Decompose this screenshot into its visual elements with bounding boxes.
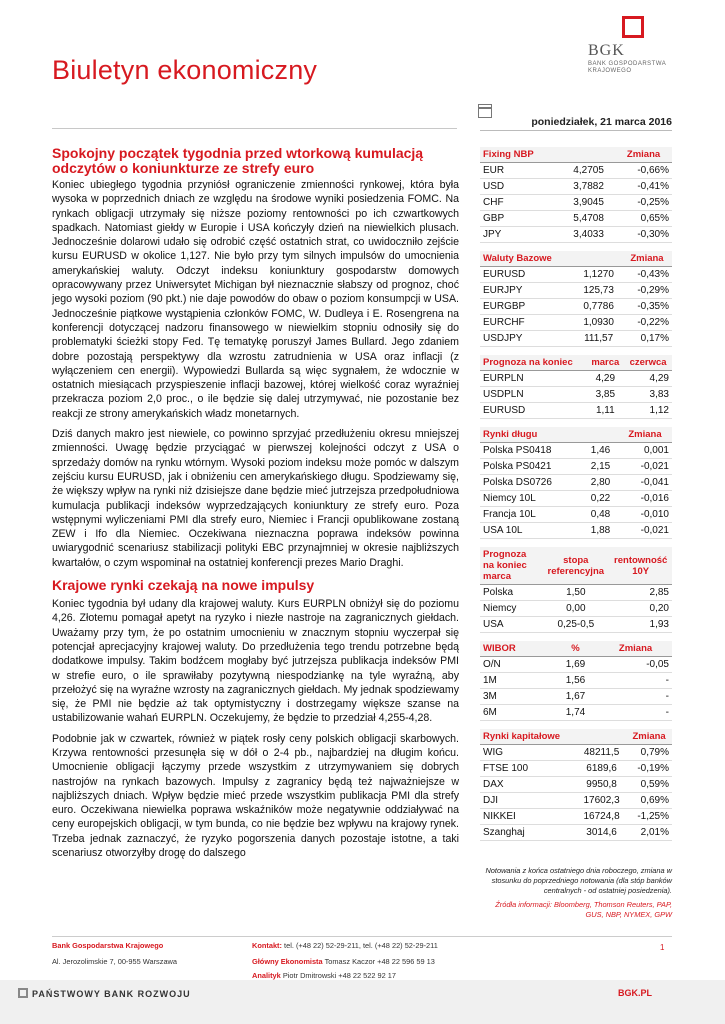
table-cell: 0,69% (626, 793, 672, 809)
table-cell: USA 10L (480, 523, 583, 539)
table-row (480, 267, 672, 283)
table-cell: Francja 10L (480, 507, 583, 523)
pbr-text: PAŃSTWOWY BANK ROZWOJU (32, 989, 191, 999)
table-header-cell: Fixing NBP (480, 147, 562, 163)
table-cell: EURUSD (480, 267, 575, 283)
table-cell: EURPLN (480, 371, 586, 387)
contact-value[interactable]: tel. (+48 22) 52-29-211, tel. (+48 22) 52-29-211 (284, 941, 438, 950)
table-cell: - (599, 673, 672, 689)
table-header-cell: Zmiana (599, 641, 672, 657)
table-row (480, 491, 672, 507)
table-cell: EUR (480, 163, 562, 179)
table-row (480, 299, 672, 315)
bottom-bar (0, 980, 725, 1024)
table-cell: 3,83 (624, 387, 672, 403)
footer-bank-name: Bank Gospodarstwa Krajowego (52, 941, 164, 950)
table-cell: 2,15 (583, 459, 618, 475)
table-cell: -0,29% (622, 283, 672, 299)
table-cell: Polska (480, 585, 542, 601)
table-cell: 0,65% (615, 211, 672, 227)
table-cell: GBP (480, 211, 562, 227)
chief-value: Tomasz Kaczor +48 22 596 59 13 (324, 957, 435, 966)
table-cell: 1,11 (586, 403, 624, 419)
market-tables (480, 147, 672, 849)
table-row (480, 745, 672, 761)
table-cell: 9950,8 (577, 777, 626, 793)
table-cell: 111,57 (575, 331, 622, 347)
table-row (480, 793, 672, 809)
table-header-cell: Waluty Bazowe (480, 251, 575, 267)
chief-label: Główny Ekonomista (252, 957, 323, 966)
article-paragraph: Koniec tygodnia był udany dla krajowej waluty. Kurs EURPLN obniżył się do poziomu 4,26. Złotemu pomagał apetyt na ryzyko i niezłe nastroje na zagranicznych giełdach. Uważamy przy tym, że po ostatnim umocnieniu w znacznym stopniu wyczerpał się potencjał aprecjacyjny krajowej waluty. Do przedłużenia tego trendu potrzebne będą dodatkowe impulsy. Takim bodźcem mogłaby być jutrzejsza publikacja indeksów PMI w strefie euro, o ile sprawiłaby pozytywną niespodziankę na tyle wyraźną, aby przełożyć się na wyraźne wzrosty na zagranicznych giełdach. My jednak spodziewamy się, że PMI nie będzie aż tak optymistyczny i dostrzegamy większe szanse na ustabilizowanie wahań EURPLN. Oczekujemy, że będzie to przedział 4,255-4,28. (52, 598, 459, 725)
document-title: Biuletyn ekonomiczny (52, 55, 318, 85)
table-header-cell: Prognoza na koniec marca (480, 547, 542, 585)
analyst-label: Analityk (252, 971, 281, 980)
table-header-row (480, 729, 672, 745)
table-cell: 0,00 (542, 601, 609, 617)
table-cell: 0,7786 (575, 299, 622, 315)
main-column (52, 146, 459, 866)
table-cell: -0,016 (618, 491, 672, 507)
table-cell: FTSE 100 (480, 761, 577, 777)
table-cell: 1,88 (583, 523, 618, 539)
table-cell: 2,85 (609, 585, 672, 601)
divider (52, 128, 457, 129)
table-cell: USDJPY (480, 331, 575, 347)
table-cell: 1,69 (552, 657, 599, 673)
table-cell: -0,35% (622, 299, 672, 315)
table-cell: 1,67 (552, 689, 599, 705)
table-cell: 16724,8 (577, 809, 626, 825)
table-cell: -0,22% (622, 315, 672, 331)
base-currencies-table (480, 251, 672, 347)
table-cell: 1,50 (542, 585, 609, 601)
table-header-cell: Zmiana (618, 427, 672, 443)
footer-bank (52, 941, 163, 951)
footer-address: Al. Jerozolimskie 7, 00-955 Warszawa (52, 957, 178, 966)
table-cell: JPY (480, 227, 562, 243)
table-header-cell (583, 427, 618, 443)
table-cell: 3014,6 (577, 825, 626, 841)
site-link[interactable]: BGK.PL (618, 988, 653, 998)
table-cell: -0,30% (615, 227, 672, 243)
table-row (480, 459, 672, 475)
analyst-value: Piotr Dmitrowski +48 22 522 92 17 (282, 971, 397, 980)
table-cell: USD (480, 179, 562, 195)
table-cell: USA (480, 617, 542, 633)
table-row (480, 689, 672, 705)
table-cell: -0,41% (615, 179, 672, 195)
table-cell: 3,4033 (562, 227, 615, 243)
footer-chief (252, 957, 435, 967)
logo-subtitle: BANK GOSPODARSTWA KRAJOWEGO (588, 61, 666, 74)
table-row (480, 825, 672, 841)
table-row (480, 195, 672, 211)
table-row (480, 371, 672, 387)
table-cell: USDPLN (480, 387, 586, 403)
article-paragraph: Podobnie jak w czwartek, również w piątek rosły ceny polskich obligacji skarbowych. Krzywa rentowności przesunęła się w dół o 2-4 pb., najbardziej na długim końcu. Umocnienie obligacji łączymy przede wszystkim z utrzymywaniem się dobrych nastrojów na rynkach bazowych. Impulsy z zagranicy będą też najważniejsze w najbliższych dniach. Wpływ będzie mieć przede wszystkim publikacja PMI dla strefy euro. Oczekiwana niewielka poprawa wskaźników może negatywnie oddziaływać na ceny europejskich obligacji, w tym bunda, co nie będzie bez wpływu na krajowy rynek. Trzeba jednak zaznaczyć, że ryzyko pogorszenia danych pozostaje istotne, a taki scenariusz otworzyłby drogę do dalszego (52, 732, 459, 860)
table-cell: 0,79% (626, 745, 672, 761)
table-note (480, 866, 672, 920)
contact-label: Kontakt: (252, 941, 282, 950)
equity-markets-table (480, 729, 672, 841)
table-cell: 0,59% (626, 777, 672, 793)
rates-forecast-table (480, 547, 672, 633)
table-row (480, 761, 672, 777)
table-cell: 6M (480, 705, 552, 721)
table-cell: 2,80 (583, 475, 618, 491)
table-header-row (480, 547, 672, 585)
table-header-row (480, 641, 672, 657)
table-cell: Szanghaj (480, 825, 577, 841)
table-cell: -0,010 (618, 507, 672, 523)
article-paragraph: Dziś danych makro jest niewiele, co powinno sprzyjać przedłużeniu okresu mniejszej zmienności. Uwagę będzie przyciągać w pierwszej kolejności odczyt z USA o sprzedaży domów na rynku wtórnym. Wysoki poziom indeksu może pomóc w dalszym zejściu kursu EURUSD, jak i obniżeniu cen amerykańskiego długu. Spodziewamy się, że większy wpływ na rynki niż dzisiejsze dane będzie mieć jutrzejsza przedpołudniowa kumulacja publikacji indeksów wyprzedzających koniunktury ze strefy euro. Poza wstępnymi wyliczeniami PMI dla strefy euro, Niemiec i Francji opublikowane zostaną ZEW i Ifo dla Niemiec. Oczekiwana nieznaczna poprawa indeksów powinna uwiarygodnić scenariusz stabilizacji polityki EBC przynajmniej w okresie najbliższych kwartałów, o czym wspominał na ostatniej konferencji prezes Mario Draghi. (52, 428, 459, 569)
table-cell: -0,041 (618, 475, 672, 491)
issue-date: poniedziałek, 21 marca 2016 (531, 116, 672, 128)
table-cell: CHF (480, 195, 562, 211)
table-header-cell: WIBOR (480, 641, 552, 657)
wibor-table (480, 641, 672, 721)
table-row (480, 601, 672, 617)
table-cell: 2,01% (626, 825, 672, 841)
table-row (480, 283, 672, 299)
table-row (480, 585, 672, 601)
table-row (480, 227, 672, 243)
table-cell: 4,29 (624, 371, 672, 387)
table-row (480, 777, 672, 793)
table-cell: - (599, 705, 672, 721)
table-cell: 3,7882 (562, 179, 615, 195)
table-header-cell: stopa referencyjna (542, 547, 609, 585)
table-cell: 4,2705 (562, 163, 615, 179)
table-cell: -0,25% (615, 195, 672, 211)
table-row (480, 673, 672, 689)
table-header-cell: czerwca (624, 355, 672, 371)
table-row (480, 475, 672, 491)
table-cell: 1,0930 (575, 315, 622, 331)
table-row (480, 507, 672, 523)
table-cell: 0,22 (583, 491, 618, 507)
fixing-nbp-table (480, 147, 672, 243)
table-header-cell (575, 251, 622, 267)
table-row (480, 403, 672, 419)
table-cell: 1M (480, 673, 552, 689)
pbr-square-icon (18, 988, 28, 998)
table-header-cell: marca (586, 355, 624, 371)
bgk-logo (578, 14, 688, 84)
table-cell: Polska DS0726 (480, 475, 583, 491)
table-cell: EURCHF (480, 315, 575, 331)
table-cell: 4,29 (586, 371, 624, 387)
table-cell: 3,85 (586, 387, 624, 403)
table-cell: 0,20 (609, 601, 672, 617)
table-header-cell: Zmiana (615, 147, 672, 163)
table-cell: Niemcy 10L (480, 491, 583, 507)
table-row (480, 331, 672, 347)
table-row (480, 387, 672, 403)
note-text: Notowania z końca ostatniego dnia roboczego, zmiana w stosunku do poprzedniego notowania (dla stóp banków centralnych - od ostatniej posiedzenia). (485, 866, 672, 895)
table-cell: 1,12 (624, 403, 672, 419)
table-row (480, 617, 672, 633)
table-cell: - (599, 689, 672, 705)
table-cell: 48211,5 (577, 745, 626, 761)
table-cell: Niemcy (480, 601, 542, 617)
table-cell: DAX (480, 777, 577, 793)
table-row (480, 163, 672, 179)
table-cell: 1,93 (609, 617, 672, 633)
table-cell: EURUSD (480, 403, 586, 419)
logo-name: BGK (588, 42, 625, 59)
table-cell: 6189,6 (577, 761, 626, 777)
table-cell: NIKKEI (480, 809, 577, 825)
table-cell: WIG (480, 745, 577, 761)
table-row (480, 179, 672, 195)
table-cell: Polska PS0418 (480, 443, 583, 459)
page-number: 1 (660, 943, 665, 952)
table-cell: -0,66% (615, 163, 672, 179)
divider (480, 130, 672, 131)
table-row (480, 315, 672, 331)
table-cell: -0,021 (618, 523, 672, 539)
table-cell: -0,19% (626, 761, 672, 777)
table-cell: EURGBP (480, 299, 575, 315)
table-header-cell: Zmiana (626, 729, 672, 745)
table-row (480, 443, 672, 459)
article-heading: Krajowe rynki czekają na nowe impulsy (52, 577, 315, 594)
table-row (480, 809, 672, 825)
article-paragraph: Koniec ubiegłego tygodnia przyniósł ograniczenie zmienności rynkowej, która była wysoka w poprzednich dniach ze względu na środowe wyniki posiedzenia FOMC. Na rynkach obligacji utrzymały się niższe poziomy rentowności po ich czwartkowych spadkach. Natomiast giełdy w Europie i USA kończyły dzień na niewielkich plusach. Jednocześnie dolarowi udało się odrobić część ostatnich strat, co uwidoczniło zejście kursu EURUSD w okolice 1,127. Nie było przy tym silnych impulsów do umocnienia amerykańskiej waluty. Odczyt indeksu koniunktury gospodarstw domowych opracowywany przez Uniwersytet Michigan był nieznacznie słabszy od prognoz, choć jego wysoki poziom (90 pkt.) nie daje powodów do obaw o poziom konsumpcji w USA. Jednocześnie piątkowe wystąpienia członków FOMC, W. Dudleya i E. Rosengrena na konferencji dotyczącej nadzoru finansowego w niewielkim stopniu odnosiły się do problematyki ścieżki stopy Fed. Tę tematykę poruszył James Bullard. Jego zdaniem dobre pozostają perspektywy dla wzrostu zatrudnienia w USA oraz inflacji (z wyłączeniem cen energii). Wypowiedzi Bullarda są więc sygnałem, że wdocznie w ostatnich miesiącach przyspieszenie inflacji bazowej, której wielkość coraz wyraźniej przekracza poziom 2,0 proc., o ile będzie się dalej utrzymywać, nie pozostanie bez reakcji ze strony amerykańskich władz monetarnych. (52, 179, 459, 420)
table-cell: 5,4708 (562, 211, 615, 227)
table-cell: EURJPY (480, 283, 575, 299)
table-cell: 0,48 (583, 507, 618, 523)
table-cell: -0,021 (618, 459, 672, 475)
table-header-cell (577, 729, 626, 745)
table-header-cell (562, 147, 615, 163)
table-cell: 0,001 (618, 443, 672, 459)
table-cell: 1,56 (552, 673, 599, 689)
table-header-cell: Prognoza na koniec (480, 355, 586, 371)
debt-markets-table (480, 427, 672, 539)
source-note: Źródła informacji: Bloomberg, Thomson Reuters, PAP, GUS, NBP, NYMEX, GPW (495, 900, 672, 919)
table-cell: -0,43% (622, 267, 672, 283)
table-header-cell: Rynki długu (480, 427, 583, 443)
table-cell: -0,05 (599, 657, 672, 673)
table-header-row (480, 147, 672, 163)
pbr-label (18, 988, 191, 999)
table-header-cell: % (552, 641, 599, 657)
table-cell: O/N (480, 657, 552, 673)
table-header-cell: rentowność 10Y (609, 547, 672, 585)
table-cell: DJI (480, 793, 577, 809)
table-cell: 17602,3 (577, 793, 626, 809)
article-heading: Spokojny początek tygodnia przed wtorkową kumulacją odczytów o koniunkturze ze strefy euro (52, 145, 424, 176)
table-row (480, 211, 672, 227)
table-row (480, 523, 672, 539)
table-header-cell: Zmiana (622, 251, 672, 267)
table-cell: 1,46 (583, 443, 618, 459)
table-cell: 0,25-0,5 (542, 617, 609, 633)
table-cell: 0,17% (622, 331, 672, 347)
table-header-row (480, 251, 672, 267)
table-cell: 1,1270 (575, 267, 622, 283)
table-cell: 1,74 (552, 705, 599, 721)
logo-square-icon (622, 16, 644, 38)
fx-forecast-table (480, 355, 672, 419)
table-row (480, 657, 672, 673)
table-cell: 3M (480, 689, 552, 705)
table-cell: Polska PS0421 (480, 459, 583, 475)
table-header-row (480, 355, 672, 371)
divider (52, 936, 672, 937)
table-row (480, 705, 672, 721)
table-cell: 3,9045 (562, 195, 615, 211)
table-cell: 125,73 (575, 283, 622, 299)
table-header-row (480, 427, 672, 443)
footer-contact (252, 941, 438, 951)
table-header-cell: Rynki kapitałowe (480, 729, 577, 745)
table-cell: -1,25% (626, 809, 672, 825)
